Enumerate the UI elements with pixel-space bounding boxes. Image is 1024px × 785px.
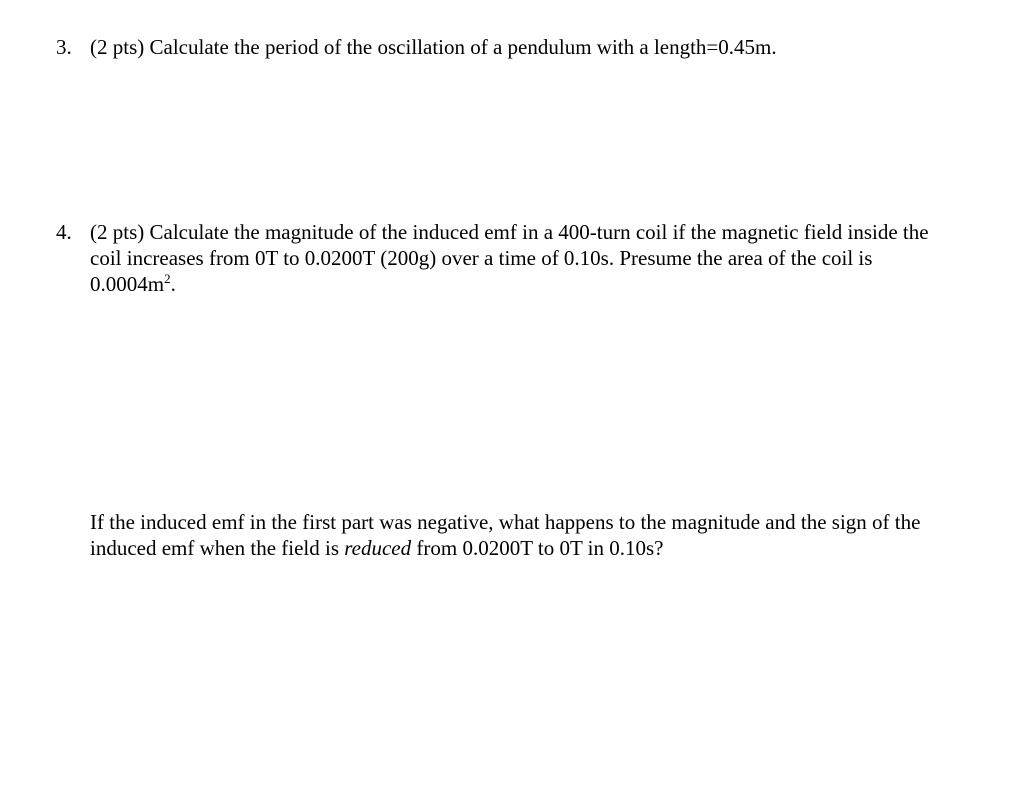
area-exponent: 2 xyxy=(164,271,171,286)
followup-text-before: If the induced emf in the first part was negative, what happens to the magnitude and the sign of the induced emf when the field is xyxy=(90,510,921,560)
question-4-prompt: Calculate the magnitude of the induced emf in a 400-turn coil if the magnetic field inside the coil increases from 0T to 0.0200T (200g) over a time of 0.10s. Presume the area of the coil is 0.0004m xyxy=(90,220,929,296)
followup-emphasis: reduced xyxy=(344,536,412,560)
question-4-text xyxy=(90,219,956,297)
question-3-number: 3. xyxy=(56,35,72,59)
question-3-text xyxy=(90,34,956,60)
question-4-number: 4. xyxy=(56,220,72,244)
followup-text-after: from 0.0200T to 0T in 0.10s? xyxy=(416,536,664,560)
question-3 xyxy=(56,34,956,60)
question-4-followup xyxy=(90,509,960,561)
question-3-points: (2 pts) xyxy=(90,35,145,59)
question-4-points: (2 pts) xyxy=(90,220,145,244)
question-4-prompt-end: . xyxy=(170,272,176,296)
question-4 xyxy=(56,219,956,297)
question-3-prompt: Calculate the period of the oscillation of a pendulum with a length=0.45m. xyxy=(149,35,777,59)
